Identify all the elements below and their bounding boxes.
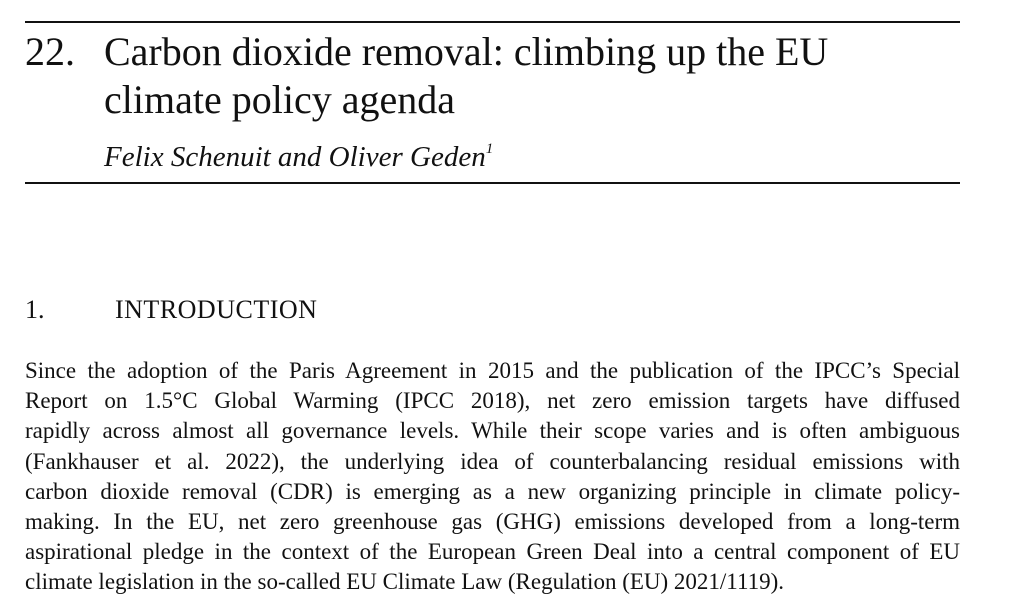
body-line: carbon dioxide removal (CDR) is emerging as a new organizing principle in climate policy- bbox=[25, 478, 960, 504]
body-line: (Fankhauser et al. 2022), the underlying idea of counterbalancing residual emissions with bbox=[25, 448, 960, 474]
chapter-authors bbox=[104, 139, 493, 175]
body-line: climate legislation in the so-called EU Climate Law (Regulation (EU) 2021/1119). bbox=[25, 569, 785, 595]
bottom-rule bbox=[25, 182, 960, 184]
chapter-title bbox=[104, 28, 960, 124]
body-line: rapidly across almost all governance levels. While their scope varies and is often ambiguous bbox=[25, 418, 960, 444]
author-footnote-marker[interactable]: 1 bbox=[485, 141, 494, 158]
chapter-title-line-1: Carbon dioxide removal: climbing up the EU bbox=[104, 29, 829, 74]
body-line: aspirational pledge in the context of the European Green Deal into a central component of EU bbox=[25, 539, 960, 565]
section-number: 1. bbox=[25, 295, 45, 324]
chapter-title-line-2: climate policy agenda bbox=[104, 77, 455, 122]
body-paragraph bbox=[25, 356, 960, 598]
body-line: Since the adoption of the Paris Agreement in 2015 and the publication of the IPCC’s Special bbox=[25, 358, 960, 383]
body-line: Report on 1.5°C Global Warming (IPCC 2018), net zero emission targets have diffused bbox=[25, 388, 960, 414]
section-heading: INTRODUCTION bbox=[115, 295, 318, 324]
top-rule bbox=[25, 21, 960, 23]
body-line: making. In the EU, net zero greenhouse gas (GHG) emissions developed from a long-term bbox=[25, 509, 960, 535]
chapter-number: 22. bbox=[25, 29, 75, 74]
author-names: Felix Schenuit and Oliver Geden bbox=[104, 141, 486, 173]
